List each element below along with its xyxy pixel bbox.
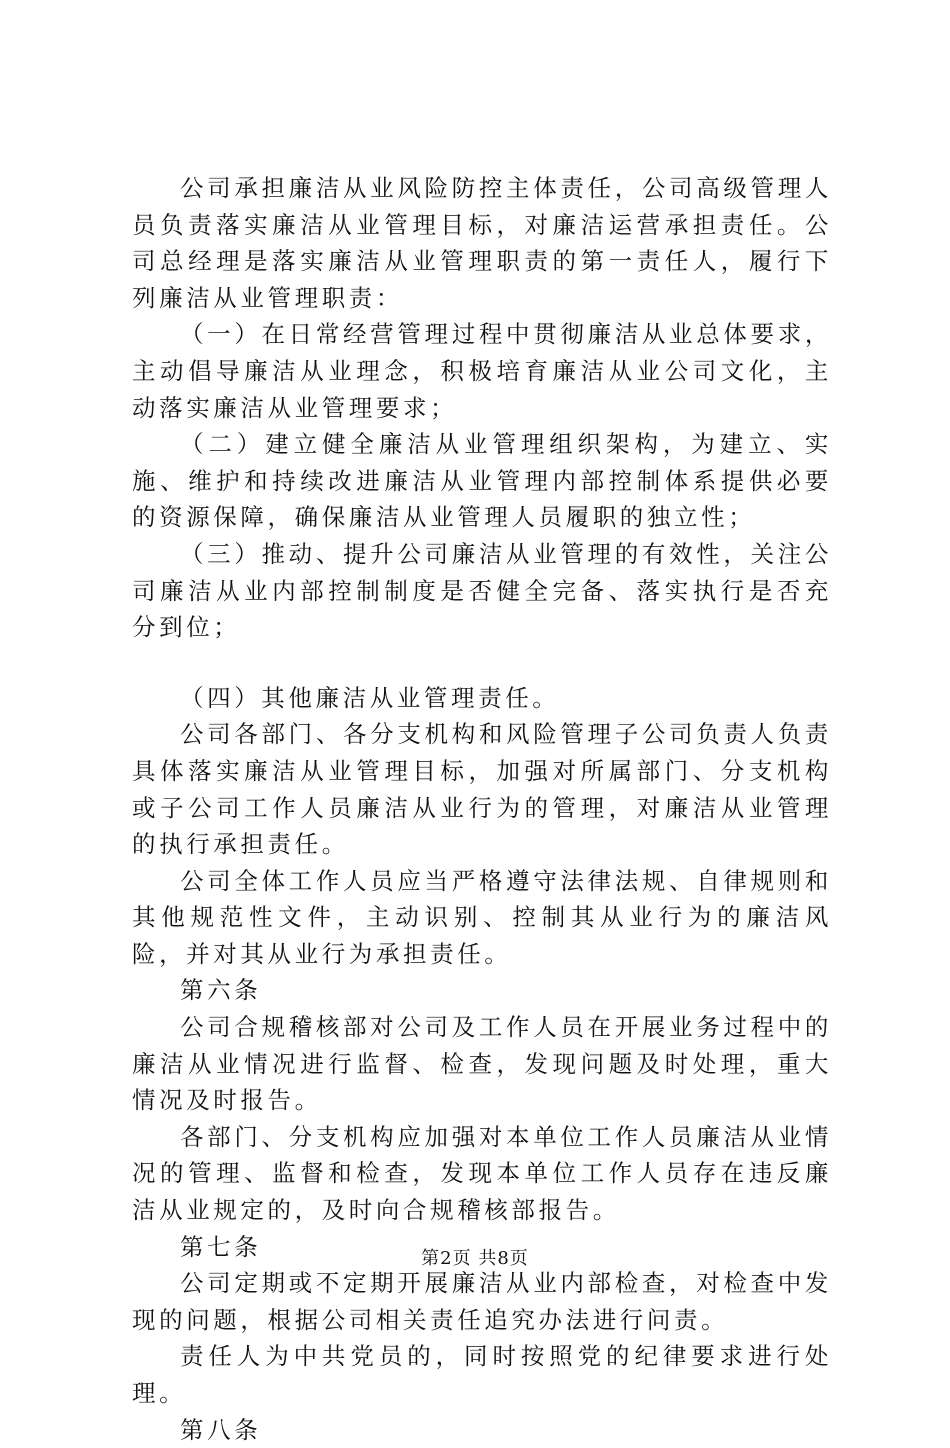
- paragraph-department-heads: 公司各部门、各分支机构和风险管理子公司负责人负责具体落实廉洁从业管理目标，加强对所属部门、分支机构或子公司工作人员廉洁从业行为的管理，对廉洁从业管理的执行承担责任。: [132, 720, 832, 859]
- paragraph-responsibility-intro: 公司承担廉洁从业风险防控主体责任，公司高级管理人员负责落实廉洁从业管理目标，对廉洁运营承担责任。公司总经理是落实廉洁从业管理职责的第一责任人，履行下列廉洁从业管理职责：: [132, 174, 832, 312]
- paragraph-party-members: 责任人为中共党员的，同时按照党的纪律要求进行处理。: [132, 1342, 832, 1407]
- paragraph-internal-inspection: 公司定期或不定期开展廉洁从业内部检查，对检查中发现的问题，根据公司相关责任追究办法进行问责。: [132, 1269, 832, 1334]
- article-heading-8: 第八条: [180, 1415, 262, 1444]
- article-heading-7: 第七条: [180, 1232, 262, 1261]
- list-item-4: （四）其他廉洁从业管理责任。: [180, 683, 560, 712]
- list-item-3: （三）推动、提升公司廉洁从业管理的有效性，关注公司廉洁从业内部控制制度是否健全完备、落实执行是否充分到位；: [132, 539, 832, 642]
- list-item-1: （一）在日常经营管理过程中贯彻廉洁从业总体要求，主动倡导廉洁从业理念，积极培育廉洁从业公司文化，主动落实廉洁从业管理要求；: [132, 320, 832, 422]
- paragraph-all-staff: 公司全体工作人员应当严格遵守法律法规、自律规则和其他规范性文件，主动识别、控制其从业行为的廉洁风险，并对其从业行为承担责任。: [132, 866, 832, 968]
- page-number-footer: 第2页 共8页: [421, 1248, 529, 1269]
- paragraph-compliance-audit: 公司合规稽核部对公司及工作人员在开展业务过程中的廉洁从业情况进行监督、检查，发现问题及时处理，重大情况及时报告。: [132, 1013, 832, 1115]
- list-item-2: （二）建立健全廉洁从业管理组织架构，为建立、实施、维护和持续改进廉洁从业管理内部控制体系提供必要的资源保障，确保廉洁从业管理人员履职的独立性；: [132, 430, 832, 532]
- paragraph-branch-supervision: 各部门、分支机构应加强对本单位工作人员廉洁从业情况的管理、监督和检查，发现本单位工作人员存在违反廉洁从业规定的，及时向合规稽核部报告。: [132, 1122, 832, 1225]
- article-heading-6: 第六条: [180, 976, 262, 1005]
